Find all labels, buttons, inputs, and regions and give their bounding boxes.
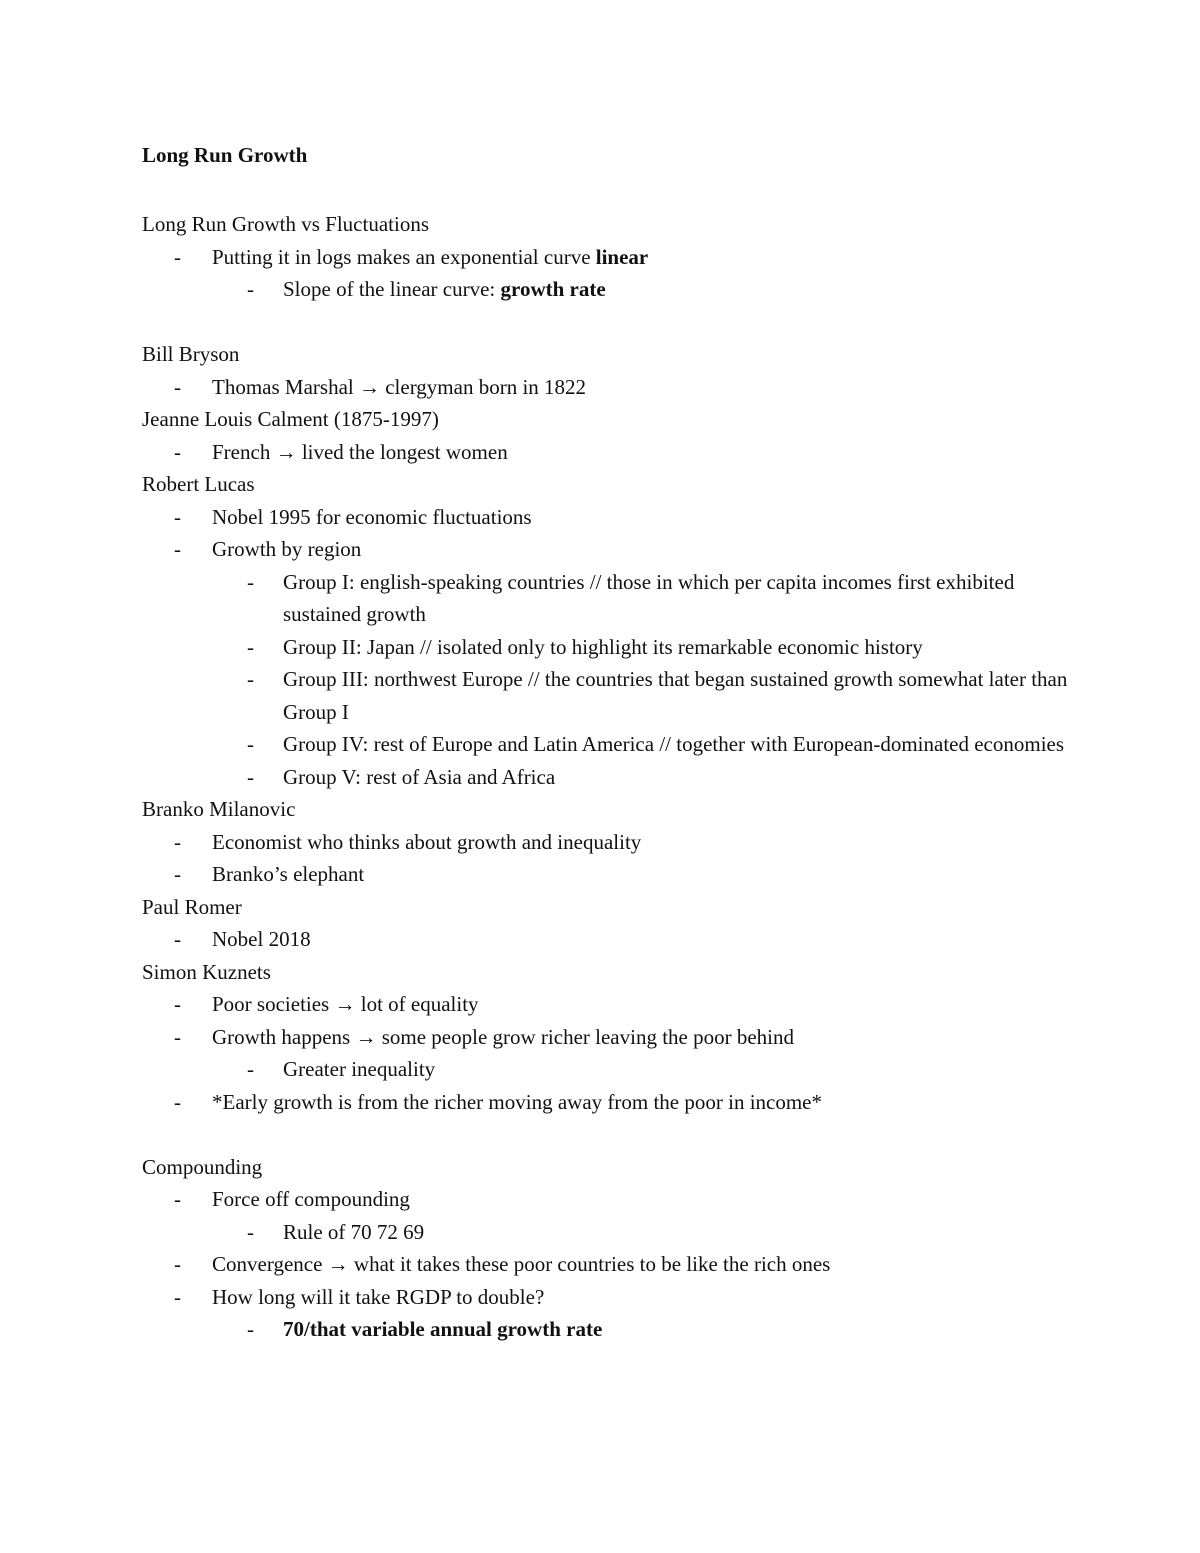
list-item-text: French → lived the longest women [212,439,508,464]
list-item [142,566,1082,631]
bullet-dash: - [174,1284,181,1309]
list-item-text: *Early growth is from the richer moving away from the poor in income* [212,1089,823,1114]
list-item-text: Rule of 70 72 69 [283,1219,425,1244]
section-heading-romer: Paul Romer [142,894,242,919]
list-item-text: Growth by region [212,537,362,561]
list-item-text: Force off compounding [212,1187,410,1211]
section-heading-kuznets: Simon Kuznets [142,959,271,984]
section-heading-lrg: Long Run Growth vs Fluctuations [142,212,429,236]
list-item [142,858,1082,891]
list-item [142,1216,1082,1249]
list-item-text: Economist who thinks about growth and inequality [212,829,642,854]
bullet-dash: - [247,569,254,594]
blank-line [142,1118,1082,1151]
bullet-dash: - [174,927,181,951]
list-item [142,1248,1082,1281]
list-item-text: Greater inequality [283,1057,436,1081]
bullet-dash: - [174,992,181,1016]
notes-body [142,208,1082,1346]
list-item [142,826,1082,859]
bullet-dash: - [174,829,181,854]
list-item-text: Nobel 2018 [212,927,311,951]
section-heading-lucas: Robert Lucas [142,472,255,496]
section-heading-milanovic: Branko Milanovic [142,797,296,821]
list-item [142,761,1082,794]
list-item [142,1313,1082,1346]
bullet-dash: - [247,667,254,691]
bullet-dash: - [247,764,254,789]
bullet-dash: - [247,1317,254,1341]
list-item [142,533,1082,566]
list-item [142,1086,1082,1119]
bullet-dash: - [174,439,181,464]
bullet-dash: - [174,862,181,886]
bullet-dash: - [247,1219,254,1244]
list-item [142,501,1082,534]
list-item-text: Convergence → what it takes these poor countries to be like the rich ones [212,1252,831,1276]
bullet-dash: - [174,504,181,529]
list-item-text: Group V: rest of Asia and Africa [283,764,556,789]
list-item-text: Branko’s elephant [212,862,365,886]
list-item-text: Group II: Japan // isolated only to highlight its remarkable economic history [283,634,923,659]
list-item [142,241,1082,274]
bullet-dash: - [174,537,181,561]
bullet-dash: - [174,1024,181,1049]
emphasis-text: growth rate [500,277,606,301]
list-item [142,371,1082,404]
list-item [142,923,1082,956]
bullet-dash: - [174,1089,181,1114]
list-item-text: Group I: english-speaking countries // those in which per capita incomes first exhibited sustained growth [283,569,1015,626]
list-item-text: Thomas Marshal → clergyman born in 1822 [212,374,587,399]
bullet-dash: - [247,1057,254,1081]
list-item-text: Group IV: rest of Europe and Latin America // together with European-dominated economies [283,732,1065,756]
bullet-dash: - [174,1187,181,1211]
list-item-text: Growth happens → some people grow richer leaving the poor behind [212,1024,795,1049]
list-item [142,728,1082,761]
section-heading-compounding: Compounding [142,1154,263,1179]
list-item-text: Slope of the linear curve: [283,277,501,301]
list-item [142,988,1082,1021]
bullet-dash: - [174,374,181,399]
list-item [142,436,1082,469]
list-item-text: Group III: northwest Europe // the countries that began sustained growth somewhat later than Group I [283,667,1068,724]
list-item-text: Poor societies → lot of equality [212,992,479,1016]
list-item-text: Nobel 1995 for economic fluctuations [212,504,532,529]
list-item [142,1183,1082,1216]
bullet-dash: - [247,732,254,756]
list-item [142,1053,1082,1086]
emphasis-text: linear [595,244,649,269]
list-item [142,631,1082,664]
blank-line [142,306,1082,339]
list-item-text: How long will it take RGDP to double? [212,1284,545,1309]
bullet-dash: - [174,244,181,269]
list-item [142,1021,1082,1054]
section-heading-calment: Jeanne Louis Calment (1875-1997) [142,407,439,431]
list-item [142,663,1082,728]
bullet-dash: - [247,634,254,659]
page-title: Long Run Growth [142,143,308,167]
section-heading-bryson: Bill Bryson [142,342,240,366]
list-item [142,273,1082,306]
bullet-dash: - [247,277,254,301]
list-item-text: Putting it in logs makes an exponential curve [212,244,596,269]
bullet-dash: - [174,1252,181,1276]
emphasis-text: 70/that variable annual growth rate [283,1317,603,1341]
list-item [142,1281,1082,1314]
